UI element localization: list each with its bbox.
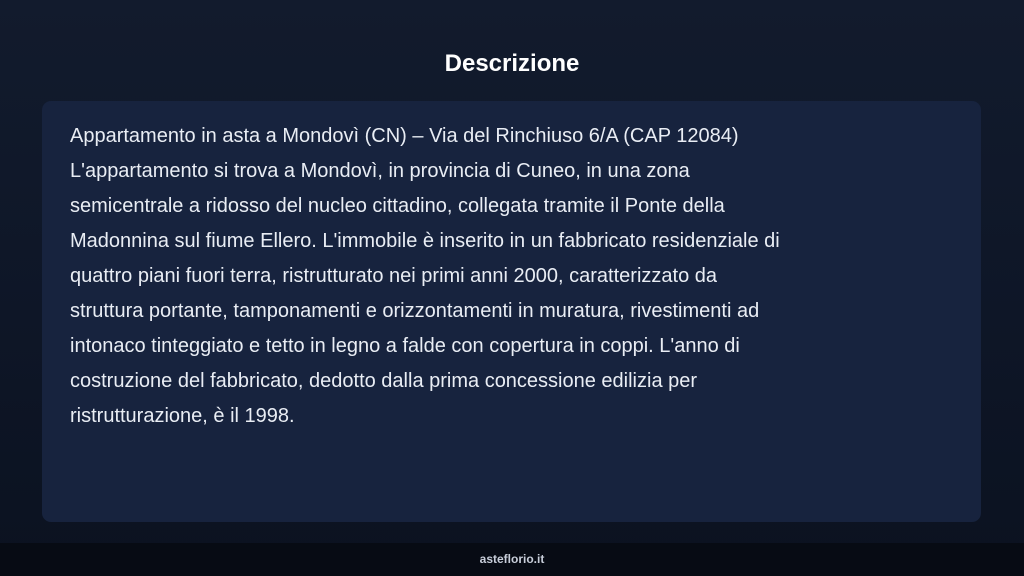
description-line: Appartamento in asta a Mondovì (CN) – Via del Rinchiuso 6/A (CAP 12084): [70, 125, 739, 147]
description-text: [70, 119, 953, 434]
description-card: [42, 101, 981, 522]
description-line: L'appartamento si trova a Mondovì, in provincia di Cuneo, in una zona: [70, 160, 690, 182]
footer-site-link[interactable]: asteflorio.it: [479, 552, 545, 566]
description-line: intonaco tinteggiato e tetto in legno a falde con copertura in coppi. L'anno di: [70, 335, 740, 357]
description-line: semicentrale a ridosso del nucleo cittadino, collegata tramite il Ponte della: [70, 195, 725, 217]
description-line: struttura portante, tamponamenti e orizzontamenti in muratura, rivestimenti ad: [70, 300, 760, 322]
description-line: ristrutturazione, è il 1998.: [70, 405, 295, 427]
footer-bar: [0, 543, 1024, 576]
description-line: costruzione del fabbricato, dedotto dalla prima concessione edilizia per: [70, 370, 698, 392]
description-line: Madonnina sul fiume Ellero. L'immobile è inserito in un fabbricato residenziale di: [70, 230, 780, 252]
description-line: quattro piani fuori terra, ristrutturato nei primi anni 2000, caratterizzato da: [70, 265, 717, 287]
page-title: Descrizione: [444, 50, 580, 77]
